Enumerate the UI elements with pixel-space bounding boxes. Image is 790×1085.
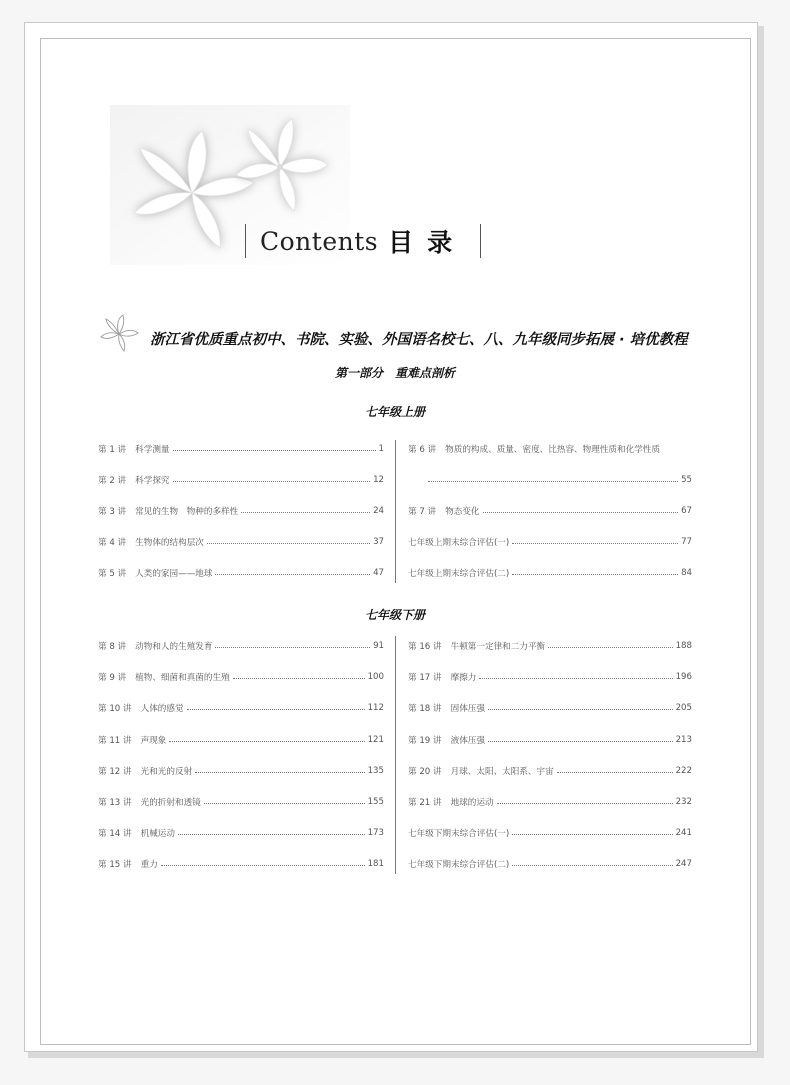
toc-entry[interactable] — [408, 670, 692, 684]
lesson-number: 第 11 讲 — [98, 736, 132, 746]
lesson-title: 牛顿第一定律和二力平衡 — [450, 642, 546, 652]
lesson-number: 第 12 讲 — [98, 767, 132, 777]
dot-leader — [204, 803, 365, 804]
toc-entry[interactable] — [98, 535, 384, 549]
page-number: 213 — [675, 735, 692, 745]
toc-entry[interactable] — [408, 795, 692, 809]
section-title-grade7-second: 七年级下册 — [364, 608, 425, 622]
dot-leader — [207, 543, 370, 544]
dot-leader — [161, 865, 365, 866]
toc-entry[interactable] — [98, 857, 384, 871]
toc-entry[interactable] — [98, 795, 384, 809]
page-number: 77 — [681, 537, 692, 547]
series-title: 浙江省优质重点初中、书院、实验、外国语名校七、八、九年级同步拓展 · 培优教程 — [150, 332, 688, 348]
page-number: 91 — [373, 641, 384, 651]
toc-entry[interactable] — [98, 473, 384, 487]
lesson-title: 常见的生物 物种的多样性 — [135, 507, 239, 517]
page-number: 247 — [675, 859, 692, 869]
dot-leader — [195, 772, 364, 773]
mulu-word: 目录 — [388, 228, 467, 257]
lesson-title: 光和光的反射 — [140, 767, 193, 777]
toc-entry[interactable] — [408, 764, 692, 778]
lesson-title: 七年级上期末综合评估(二) — [408, 569, 510, 579]
section-title-grade7-first: 七年级上册 — [364, 405, 425, 419]
page-number: 173 — [367, 828, 384, 838]
toc-entry[interactable] — [98, 639, 384, 653]
dot-leader — [241, 512, 370, 513]
page-number: 188 — [675, 641, 692, 651]
dot-leader — [512, 834, 672, 835]
dot-leader — [233, 678, 365, 679]
lesson-title: 七年级上期末综合评估(一) — [408, 538, 510, 548]
page-number: 121 — [367, 735, 384, 745]
column-divider — [395, 636, 396, 874]
lesson-title: 物质的构成、质量、密度、比热容、物理性质和化学性质 — [445, 445, 660, 455]
heading-left-bar — [245, 224, 246, 258]
dot-leader — [488, 709, 673, 710]
lesson-title: 摩擦力 — [450, 673, 477, 683]
toc-entry[interactable] — [408, 639, 692, 653]
lesson-number: 第 15 讲 — [98, 860, 132, 870]
lesson-number: 第 19 讲 — [408, 736, 442, 746]
toc-entry[interactable] — [408, 566, 692, 580]
page-number: 24 — [373, 506, 384, 516]
lesson-number: 第 2 讲 — [98, 476, 127, 486]
toc-entry[interactable] — [408, 504, 692, 518]
toc-entry[interactable] — [98, 733, 384, 747]
contents-word: Contents — [260, 226, 379, 256]
page-number: 205 — [675, 703, 692, 713]
dot-leader — [187, 709, 365, 710]
lesson-title: 液体压强 — [450, 736, 485, 746]
lesson-title: 声现象 — [140, 736, 167, 746]
page-number: 196 — [675, 672, 692, 682]
dot-leader — [512, 865, 672, 866]
dot-leader — [428, 481, 678, 482]
dot-leader — [215, 647, 370, 648]
lesson-number: 第 3 讲 — [98, 507, 127, 517]
lesson-number: 第 6 讲 — [408, 445, 437, 455]
page-number: 1 — [378, 444, 384, 454]
dot-leader — [497, 803, 673, 804]
lesson-title: 人类的家园——地球 — [135, 569, 213, 579]
lesson-title: 地球的运动 — [450, 798, 494, 808]
page-number: 37 — [373, 537, 384, 547]
small-flower-icon — [98, 313, 140, 353]
toc-entry-continuation[interactable] — [428, 473, 692, 487]
lesson-title: 月球、太阳、太阳系、宇宙 — [450, 767, 554, 777]
page-number: 100 — [367, 672, 384, 682]
lesson-title: 固体压强 — [450, 704, 485, 714]
lesson-title: 光的折射和透镜 — [140, 798, 201, 808]
toc-entry[interactable] — [98, 670, 384, 684]
dot-leader — [488, 741, 673, 742]
dot-leader — [512, 543, 678, 544]
page-number: 47 — [373, 568, 384, 578]
lesson-title: 植物、细菌和真菌的生殖 — [135, 673, 230, 683]
dot-leader — [169, 741, 364, 742]
lesson-number: 第 10 讲 — [98, 704, 132, 714]
lesson-number: 第 17 讲 — [408, 673, 442, 683]
lesson-number: 第 20 讲 — [408, 767, 442, 777]
lesson-title: 重力 — [140, 860, 158, 870]
lesson-title: 人体的感觉 — [140, 704, 184, 714]
page-number: 135 — [367, 766, 384, 776]
toc-entry[interactable] — [408, 826, 692, 840]
lesson-number: 第 5 讲 — [98, 569, 127, 579]
dot-leader — [557, 772, 673, 773]
toc-entry[interactable] — [98, 764, 384, 778]
page-number: 222 — [675, 766, 692, 776]
dot-leader — [483, 512, 679, 513]
page-number: 155 — [367, 797, 384, 807]
page-number: 232 — [675, 797, 692, 807]
toc-entry[interactable] — [98, 504, 384, 518]
lesson-number: 第 14 讲 — [98, 829, 132, 839]
lesson-number: 第 18 讲 — [408, 704, 442, 714]
lesson-number: 第 21 讲 — [408, 798, 442, 808]
part-title: 第一部分 重难点剖析 — [334, 366, 455, 380]
toc-entry[interactable] — [98, 442, 384, 456]
lesson-title: 科学测量 — [135, 445, 170, 455]
dot-leader — [512, 574, 678, 575]
lesson-title: 动物和人的生殖发育 — [135, 642, 213, 652]
lesson-number: 第 4 讲 — [98, 538, 127, 548]
page-number: 241 — [675, 828, 692, 838]
page-number: 84 — [681, 568, 692, 578]
lesson-number: 第 1 讲 — [98, 445, 127, 455]
dot-leader — [215, 574, 370, 575]
dot-leader — [548, 647, 672, 648]
toc-entry[interactable] — [98, 826, 384, 840]
toc-entry[interactable] — [408, 442, 692, 456]
page-number: 181 — [367, 859, 384, 869]
dot-leader — [178, 834, 365, 835]
dot-leader — [173, 450, 376, 451]
lesson-number: 第 7 讲 — [408, 507, 437, 517]
column-divider — [395, 440, 396, 583]
lesson-title: 科学探究 — [135, 476, 170, 486]
dot-leader — [479, 678, 672, 679]
contents-heading — [245, 222, 481, 260]
toc-entry[interactable] — [98, 701, 384, 715]
toc-entry[interactable] — [408, 535, 692, 549]
lesson-title: 物态变化 — [445, 507, 480, 517]
page-number: 67 — [681, 506, 692, 516]
lesson-title: 生物体的结构层次 — [135, 538, 204, 548]
dot-leader — [173, 481, 371, 482]
toc-entry[interactable] — [408, 857, 692, 871]
heading-right-bar — [480, 224, 481, 258]
lesson-title: 机械运动 — [140, 829, 175, 839]
lesson-title: 七年级下期末综合评估(一) — [408, 829, 510, 839]
page-number: 55 — [681, 475, 692, 485]
lesson-title: 七年级下期末综合评估(二) — [408, 860, 510, 870]
page-number: 12 — [373, 475, 384, 485]
lesson-number: 第 16 讲 — [408, 642, 442, 652]
toc-entry[interactable] — [408, 733, 692, 747]
lesson-number: 第 13 讲 — [98, 798, 132, 808]
page-number: 112 — [367, 703, 384, 713]
toc-entry[interactable] — [408, 701, 692, 715]
lesson-number: 第 9 讲 — [98, 673, 127, 683]
toc-entry[interactable] — [98, 566, 384, 580]
lesson-number: 第 8 讲 — [98, 642, 127, 652]
